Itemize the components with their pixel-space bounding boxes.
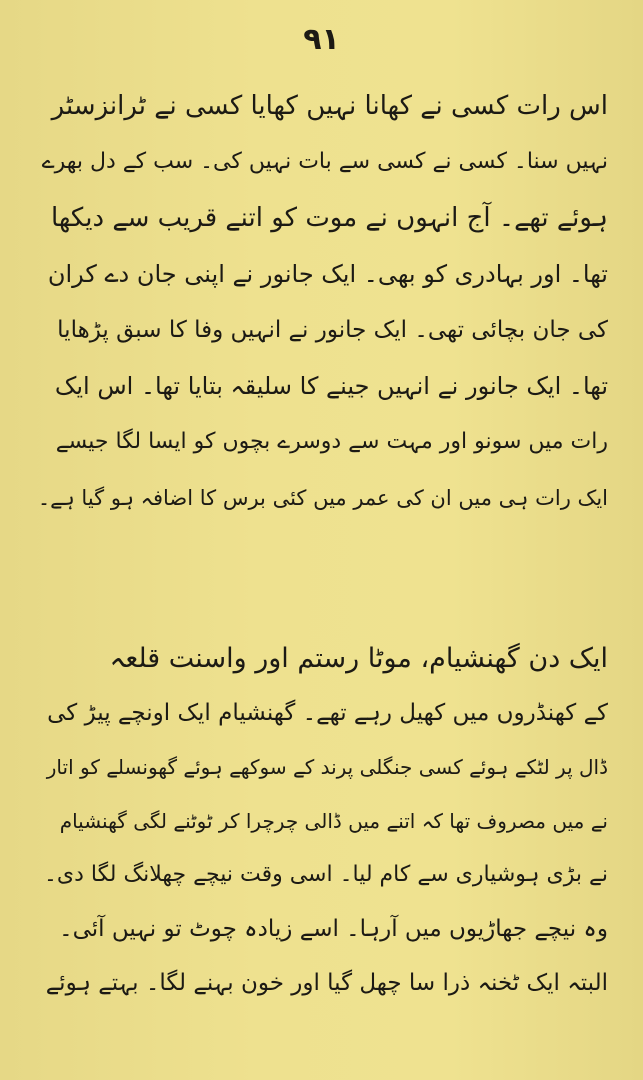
text-line: اس رات کسی نے کھانا نہیں کھایا کسی نے ٹرانزسٹر (51, 91, 608, 121)
text-line: وہ نیچے جھاڑیوں میں آرہا۔ اسے زیادہ چوٹ تو نہیں آئی۔ (59, 916, 608, 942)
text-line: رات میں سونو اور مہت سے دوسرے بچوں کو ایسا لگا جیسے (55, 429, 608, 454)
text-line: کے کھنڈروں میں کھیل رہے تھے۔ گھنشیام ایک اونچے پیڑ کی (47, 700, 608, 726)
text-line: تھا۔ ایک جانور نے انہیں جینے کا سلیقہ بتایا تھا۔ اس ایک (54, 372, 608, 400)
text-line: ہوئے تھے۔ آج انہوں نے موت کو اتنے قریب سے دیکھا (51, 203, 608, 233)
paragraph-2 (38, 632, 608, 1010)
section-break (0, 540, 643, 630)
text-line: ایک رات ہی میں ان کی عمر میں کئی برس کا اضافہ ہو گیا ہے۔ (38, 486, 608, 510)
text-line: کی جان بچائی تھی۔ ایک جانور نے انہیں وفا کا سبق پڑھایا (57, 317, 608, 343)
text-line: ڈال پر لٹکے ہوئے کسی جنگلی پرند کے سوکھے ہوئے گھونسلے کو اتار (46, 755, 608, 779)
text-line: تھا۔ اور بہادری کو بھی۔ ایک جانور نے اپنی جان دے کران (47, 260, 608, 288)
text-line: البتہ ایک ٹخنہ ذرا سا چھل گیا اور خون بہنے لگا۔ بہتے ہوئے (45, 970, 608, 996)
paragraph-1 (38, 78, 608, 526)
text-line: نے میں مصروف تھا کہ اتنے میں ڈالی چرچرا کر ٹوٹنے لگی گھنشیام (59, 809, 608, 833)
text-line: ایک دن گھنشیام، موٹا رستم اور واسنت قلعہ (109, 643, 608, 674)
page-number: ۹۱ (303, 22, 340, 57)
text-line: نہیں سنا۔ کسی نے کسی سے بات نہیں کی۔ سب کے دل بھرے (41, 149, 608, 174)
text-line: نے بڑی ہوشیاری سے کام لیا۔ اسی وقت نیچے چھلانگ لگا دی۔ (44, 862, 608, 887)
